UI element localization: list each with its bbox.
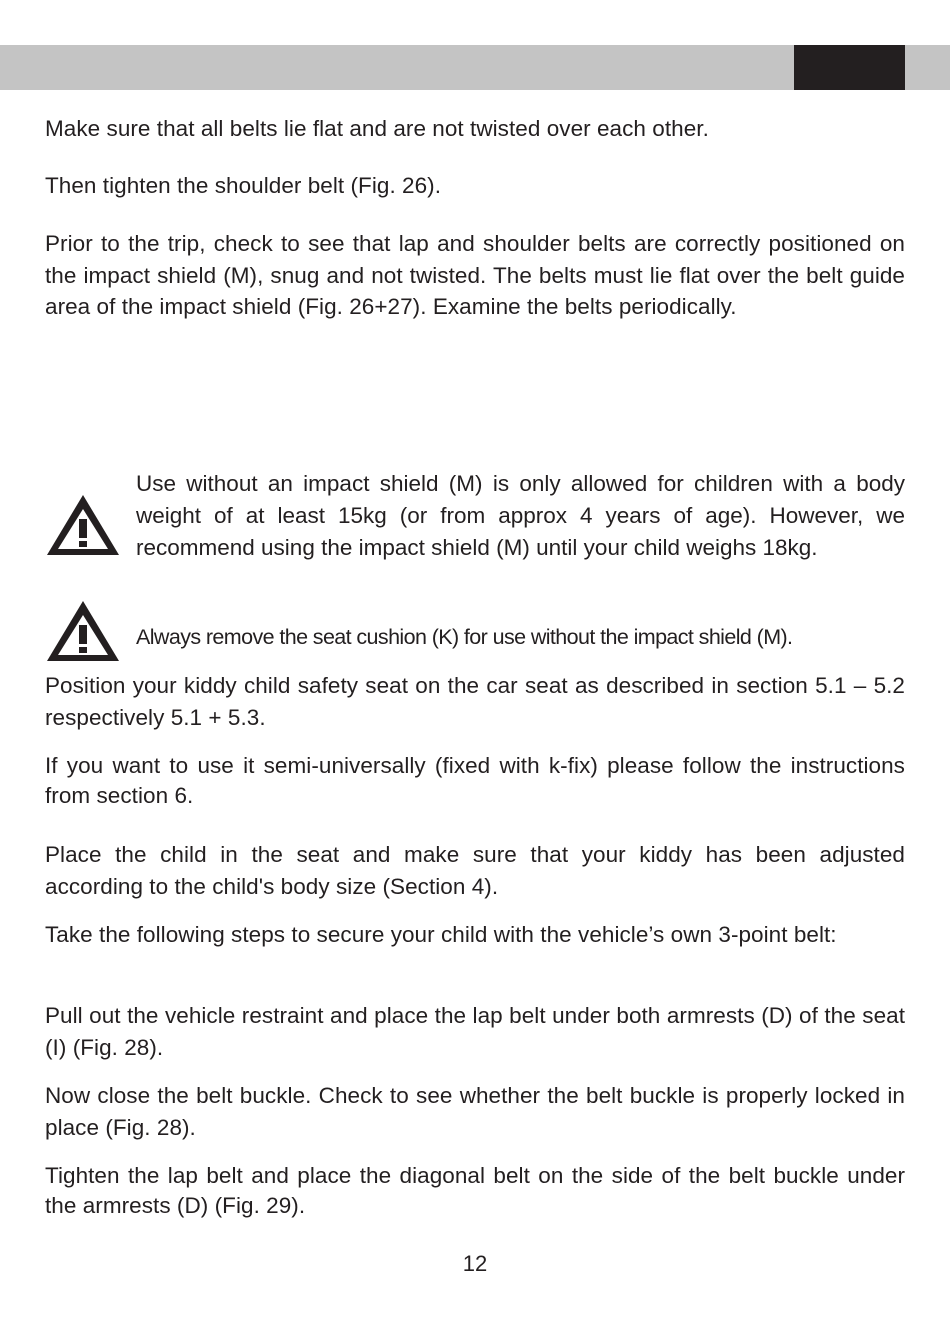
paragraph-secure-steps: Take the following steps to secure your child with the vehicle’s own 3-point belt:: [45, 922, 837, 947]
paragraph-pull-out-restraint: Pull out the vehicle restraint and place the lap belt under both armrests (D) of the seat (I) (Fig. 28).: [45, 1003, 905, 1060]
paragraph-prior-to-trip: Prior to the trip, check to see that lap and shoulder belts are correctly positioned on the impact shield (M), snug and not twisted. The belts must lie flat over the belt guide area of the impact shield (Fig. 26+27). Examine the belts periodically.: [45, 231, 905, 320]
paragraph-close-buckle: Now close the belt buckle. Check to see whether the belt buckle is properly locked in place (Fig. 28).: [45, 1083, 905, 1140]
paragraph-belts-flat: Make sure that all belts lie flat and are not twisted over each other.: [45, 116, 709, 141]
paragraph-tighten-shoulder-belt: Then tighten the shoulder belt (Fig. 26).: [45, 173, 442, 198]
page-number: 12: [462, 1251, 488, 1276]
paragraph-place-child: Place the child in the seat and make sure that your kiddy has been adjusted according to the child's body size (Section 4).: [45, 842, 905, 899]
paragraph-position-seat: Position your kiddy child safety seat on the car seat as described in section 5.1 – 5.2 respectively 5.1 + 5.3.: [45, 673, 905, 730]
warning-triangle-icon: [45, 492, 121, 558]
paragraph-tighten-lap-belt: Tighten the lap belt and place the diagonal belt on the side of the belt buckle under the armrests (D) (Fig. 29).: [45, 1163, 905, 1218]
header-tab-block: [794, 45, 905, 90]
warning-text-seat-cushion: Always remove the seat cushion (K) for use without the impact shield (M).: [136, 625, 793, 649]
paragraph-semi-universal: If you want to use it semi-universally (fixed with k-fix) please follow the instructions from section 6.: [45, 753, 905, 808]
warning-text-impact-shield: Use without an impact shield (M) is only allowed for children with a body weight of at least 15kg (or from approx 4 years of age). However, we recommend using the impact shield (M) until your child weighs 18kg.: [136, 471, 905, 560]
warning-triangle-icon: [45, 598, 121, 664]
